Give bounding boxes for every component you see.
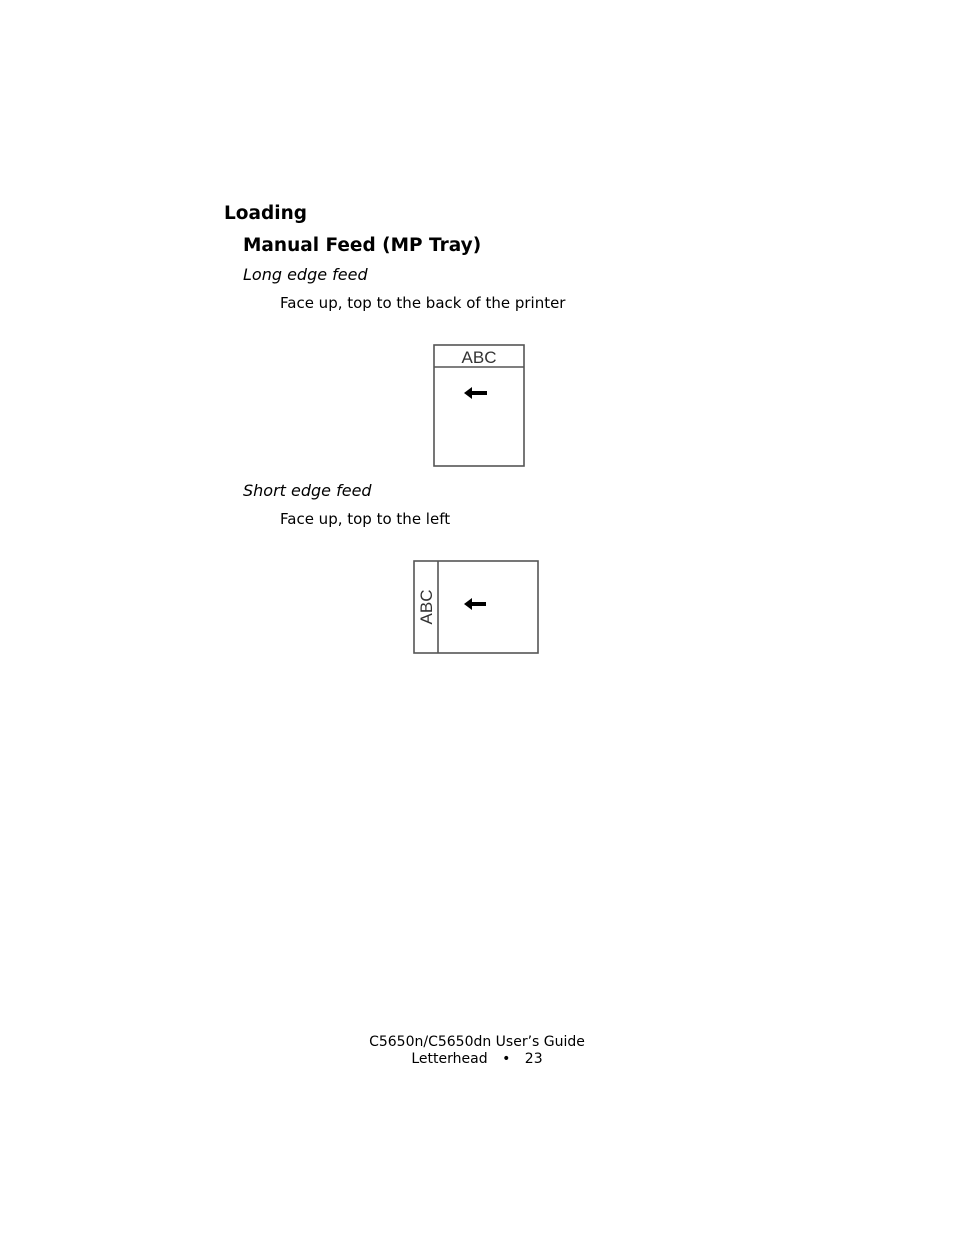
footer-page-number: 23	[524, 1051, 543, 1067]
short-edge-feed-title: Short edge feed	[243, 481, 372, 500]
letterhead-label: ABC	[461, 348, 497, 367]
footer-section: Letterhead	[411, 1051, 488, 1067]
long-edge-feed-instruction: Face up, top to the back of the printer	[280, 294, 566, 312]
long-edge-feed-title: Long edge feed	[243, 265, 368, 284]
short-edge-feed-instruction: Face up, top to the left	[280, 510, 451, 528]
letterhead-label: ABC	[417, 589, 436, 625]
short-edge-feed-diagram	[412, 559, 540, 655]
section-heading: Loading	[224, 203, 307, 224]
subsection-heading: Manual Feed (MP Tray)	[243, 235, 482, 256]
footer-page-line	[0, 1051, 954, 1067]
long-edge-feed-diagram	[432, 343, 526, 468]
footer-guide-title: C5650n/C5650dn User’s Guide	[369, 1034, 585, 1050]
footer-separator: •	[502, 1051, 511, 1067]
